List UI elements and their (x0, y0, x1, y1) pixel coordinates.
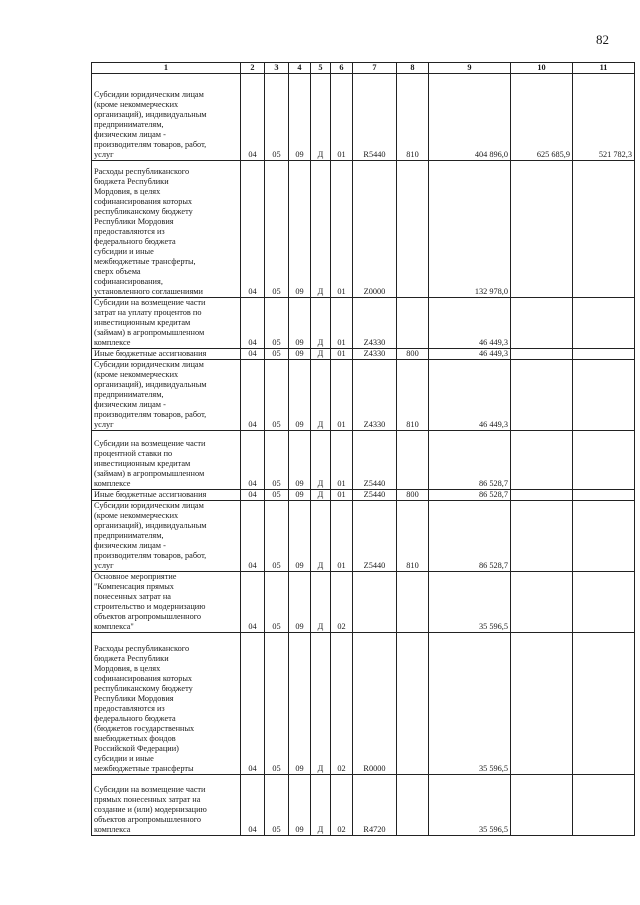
amount-cell (511, 161, 573, 298)
code-cell: Д (311, 431, 331, 490)
table-row (92, 572, 635, 633)
amount-cell: 46 449,3 (429, 298, 511, 349)
code-cell: 09 (289, 74, 311, 161)
code-cell: 01 (331, 501, 353, 572)
amount-cell (573, 298, 635, 349)
code-cell: 04 (241, 74, 265, 161)
code-cell: Д (311, 298, 331, 349)
column-header-8: 8 (397, 63, 429, 74)
amount-cell (573, 431, 635, 490)
column-header-4: 4 (289, 63, 311, 74)
code-cell: 09 (289, 298, 311, 349)
code-cell (397, 633, 429, 775)
code-cell: R5440 (353, 74, 397, 161)
code-cell: 09 (289, 633, 311, 775)
table-row (92, 775, 635, 836)
amount-cell: 35 596,5 (429, 572, 511, 633)
code-cell: 800 (397, 490, 429, 501)
code-cell: 810 (397, 74, 429, 161)
amount-cell: 132 978,0 (429, 161, 511, 298)
column-header-9: 9 (429, 63, 511, 74)
amount-cell (573, 161, 635, 298)
code-cell: Z4330 (353, 349, 397, 360)
table-row (92, 490, 635, 501)
code-cell: 09 (289, 360, 311, 431)
table-row (92, 349, 635, 360)
amount-cell: 35 596,5 (429, 775, 511, 836)
budget-table (91, 62, 635, 836)
code-cell: 04 (241, 360, 265, 431)
code-cell: 04 (241, 490, 265, 501)
amount-cell (511, 633, 573, 775)
amount-cell: 46 449,3 (429, 349, 511, 360)
code-cell: 01 (331, 360, 353, 431)
row-description: Иные бюджетные ассигнования (92, 490, 241, 501)
code-cell (397, 431, 429, 490)
code-cell: 05 (265, 298, 289, 349)
code-cell: 810 (397, 360, 429, 431)
code-cell: 02 (331, 775, 353, 836)
amount-cell (511, 431, 573, 490)
row-description: Субсидии на возмещение части прямых понесенных затрат на создание и (или) модернизацию объектов агропромышленного комплекса (92, 775, 241, 836)
code-cell: 04 (241, 572, 265, 633)
code-cell: R0000 (353, 633, 397, 775)
code-cell: Z5440 (353, 490, 397, 501)
column-header-10: 10 (511, 63, 573, 74)
code-cell: 04 (241, 633, 265, 775)
column-header-2: 2 (241, 63, 265, 74)
code-cell: 04 (241, 501, 265, 572)
amount-cell (573, 572, 635, 633)
code-cell: 01 (331, 431, 353, 490)
code-cell: 01 (331, 74, 353, 161)
code-cell: 01 (331, 161, 353, 298)
amount-cell (511, 298, 573, 349)
amount-cell (573, 775, 635, 836)
amount-cell: 521 782,3 (573, 74, 635, 161)
code-cell: 05 (265, 775, 289, 836)
amount-cell (511, 349, 573, 360)
page-number: 82 (596, 32, 609, 47)
code-cell: Д (311, 161, 331, 298)
code-cell: R4720 (353, 775, 397, 836)
code-cell: Д (311, 360, 331, 431)
row-description: Субсидии юридическим лицам (кроме некоммерческих организаций), индивидуальным предпринимателям, физическим лицам - производителям товаров, работ, услуг (92, 360, 241, 431)
table-row (92, 633, 635, 775)
amount-cell (511, 775, 573, 836)
code-cell: 09 (289, 775, 311, 836)
table-row (92, 161, 635, 298)
code-cell: Z4330 (353, 298, 397, 349)
code-cell: Д (311, 572, 331, 633)
row-description: Иные бюджетные ассигнования (92, 349, 241, 360)
code-cell: 05 (265, 501, 289, 572)
code-cell: 05 (265, 572, 289, 633)
code-cell: 02 (331, 572, 353, 633)
code-cell: 09 (289, 431, 311, 490)
column-header-7: 7 (353, 63, 397, 74)
code-cell: 09 (289, 501, 311, 572)
row-description: Субсидии на возмещение части затрат на уплату процентов по инвестиционным кредитам (займам) в агропромышленном комплексе (92, 298, 241, 349)
amount-cell (573, 349, 635, 360)
code-cell: Д (311, 633, 331, 775)
code-cell (353, 572, 397, 633)
code-cell: 01 (331, 490, 353, 501)
amount-cell (573, 501, 635, 572)
code-cell: 09 (289, 490, 311, 501)
header-row (92, 63, 635, 74)
code-cell: 04 (241, 431, 265, 490)
column-header-1: 1 (92, 63, 241, 74)
code-cell: Z0000 (353, 161, 397, 298)
code-cell (397, 161, 429, 298)
row-description: Субсидии юридическим лицам (кроме некоммерческих организаций), индивидуальным предпринимателям, физическим лицам - производителям товаров, работ, услуг (92, 74, 241, 161)
code-cell: 05 (265, 74, 289, 161)
code-cell: Д (311, 349, 331, 360)
code-cell: 05 (265, 161, 289, 298)
row-description: Расходы республиканского бюджета Республики Мордовия, в целях софинансирования которых республиканскому бюджету Республики Мордовия предоставляются из федерального бюджета субсидии и иные межбюджетные трансферты, сверх объема софинансирования, установленного соглашениями (92, 161, 241, 298)
column-header-11: 11 (573, 63, 635, 74)
row-description: Субсидии на возмещение части процентной ставки по инвестиционным кредитам (займам) в агропромышленном комплексе (92, 431, 241, 490)
amount-cell: 404 896,0 (429, 74, 511, 161)
amount-cell (511, 360, 573, 431)
code-cell: 05 (265, 633, 289, 775)
code-cell (397, 572, 429, 633)
code-cell: Д (311, 74, 331, 161)
amount-cell (573, 633, 635, 775)
code-cell: 01 (331, 298, 353, 349)
amount-cell (511, 490, 573, 501)
code-cell: Д (311, 501, 331, 572)
code-cell: 09 (289, 161, 311, 298)
amount-cell: 86 528,7 (429, 431, 511, 490)
code-cell: Д (311, 490, 331, 501)
row-description: Субсидии юридическим лицам (кроме некоммерческих организаций), индивидуальным предпринимателям, физическим лицам - производителям товаров, работ, услуг (92, 501, 241, 572)
code-cell: 05 (265, 349, 289, 360)
table-row (92, 431, 635, 490)
code-cell (397, 775, 429, 836)
amount-cell (573, 490, 635, 501)
column-header-5: 5 (311, 63, 331, 74)
table-row (92, 74, 635, 161)
code-cell: 04 (241, 349, 265, 360)
code-cell: Z5440 (353, 431, 397, 490)
code-cell: 800 (397, 349, 429, 360)
amount-cell: 86 528,7 (429, 490, 511, 501)
code-cell: 05 (265, 431, 289, 490)
column-header-6: 6 (331, 63, 353, 74)
code-cell: 04 (241, 775, 265, 836)
amount-cell: 35 596,5 (429, 633, 511, 775)
code-cell: 04 (241, 298, 265, 349)
code-cell: 810 (397, 501, 429, 572)
column-header-3: 3 (265, 63, 289, 74)
table-row (92, 298, 635, 349)
code-cell: Z4330 (353, 360, 397, 431)
code-cell: 02 (331, 633, 353, 775)
code-cell: 09 (289, 572, 311, 633)
table-row (92, 501, 635, 572)
row-description: Основное мероприятие "Компенсация прямых понесенных затрат на строительство и модернизацию объектов агропромышленного комплекса" (92, 572, 241, 633)
row-description: Расходы республиканского бюджета Республики Мордовия, в целях софинансирования которых республиканскому бюджету Республики Мордовия предоставляются из федерального бюджета (бюджетов государственных внебюджетных фондов Российской Федерации) субсидии и иные межбюджетные трансферты (92, 633, 241, 775)
amount-cell (511, 572, 573, 633)
code-cell: 09 (289, 349, 311, 360)
code-cell: 05 (265, 360, 289, 431)
table-row (92, 360, 635, 431)
code-cell (397, 298, 429, 349)
code-cell: 01 (331, 349, 353, 360)
amount-cell: 46 449,3 (429, 360, 511, 431)
amount-cell (573, 360, 635, 431)
code-cell: 05 (265, 490, 289, 501)
code-cell: 04 (241, 161, 265, 298)
amount-cell: 86 528,7 (429, 501, 511, 572)
amount-cell (511, 501, 573, 572)
code-cell: Z5440 (353, 501, 397, 572)
amount-cell: 625 685,9 (511, 74, 573, 161)
code-cell: Д (311, 775, 331, 836)
